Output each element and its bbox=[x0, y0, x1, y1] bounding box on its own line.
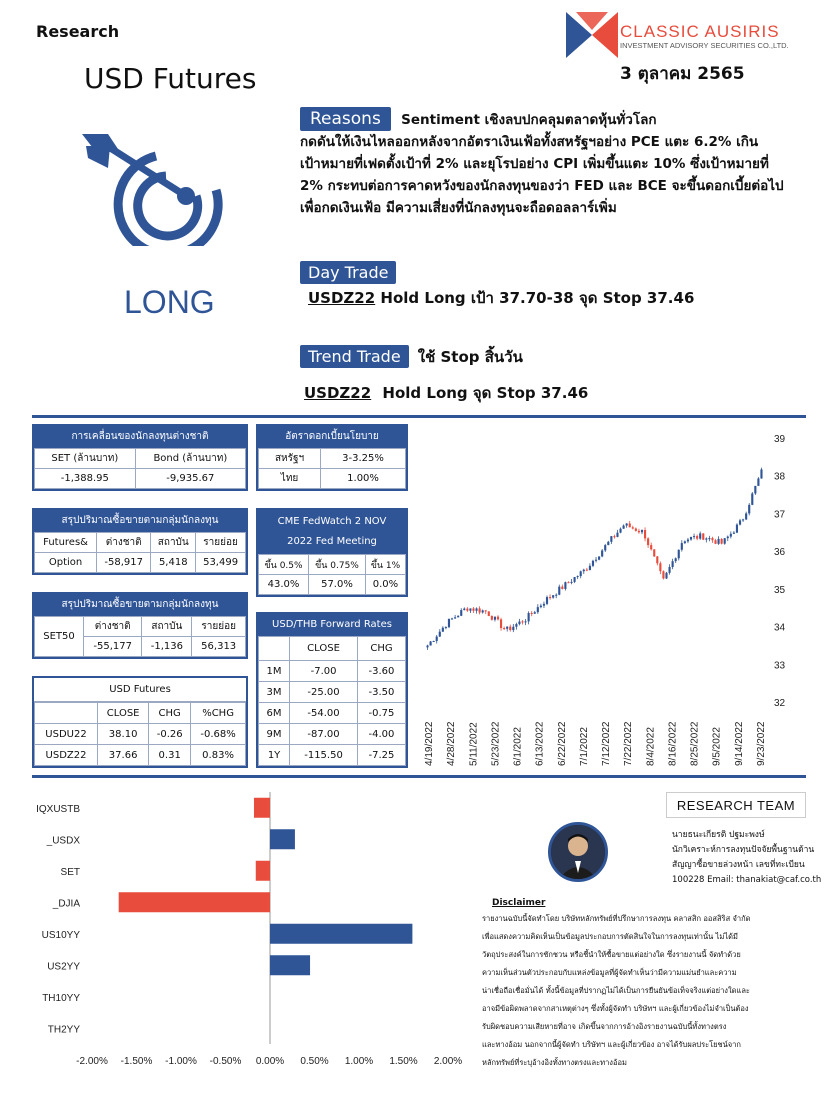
x-tick-label: 5/11/2022 bbox=[468, 722, 480, 766]
candle bbox=[626, 523, 628, 525]
candle bbox=[546, 597, 548, 604]
bar bbox=[119, 892, 270, 912]
y-tick-label: 32 bbox=[774, 698, 786, 709]
candle bbox=[426, 645, 428, 647]
x-tick-label: -0.50% bbox=[209, 1056, 242, 1067]
category-label: US2YY bbox=[47, 961, 80, 973]
price-chart bbox=[418, 424, 808, 768]
candle bbox=[629, 523, 631, 527]
forward-chg: -3.60 bbox=[357, 661, 405, 682]
usd-futures-header: CLOSE bbox=[98, 703, 149, 724]
set50-flow-header: รายย่อย bbox=[192, 617, 246, 637]
candle bbox=[699, 533, 701, 538]
usd-futures-symbol: USDZ22 bbox=[35, 745, 98, 766]
interest-rate-value: 1.00% bbox=[321, 469, 406, 489]
candle bbox=[601, 550, 603, 556]
usd-futures-header: CHG bbox=[149, 703, 191, 724]
candle bbox=[442, 628, 444, 632]
x-tick-label: 5/23/2022 bbox=[490, 721, 502, 766]
candle bbox=[509, 627, 511, 630]
y-tick-label: 33 bbox=[774, 660, 786, 672]
set50-flow-header: สถาบัน bbox=[142, 617, 192, 637]
futures-flow-value: -58,917 bbox=[97, 553, 151, 573]
category-label: _USDX bbox=[46, 835, 80, 847]
research-team-title: RESEARCH TEAM bbox=[676, 798, 796, 813]
set50-flow-value: -55,177 bbox=[83, 637, 141, 657]
forward-tenor: 3M bbox=[259, 682, 290, 703]
candle bbox=[724, 538, 726, 544]
x-tick-label: 1.50% bbox=[389, 1056, 418, 1067]
interest-rate-title: อัตราดอกเบี้ยนโยบาย bbox=[258, 426, 406, 448]
candle bbox=[515, 624, 517, 627]
set50-flow-value: 56,313 bbox=[192, 637, 246, 657]
candle bbox=[598, 556, 600, 559]
x-tick-label: 9/14/2022 bbox=[733, 721, 745, 766]
candle bbox=[451, 618, 453, 619]
bar bbox=[254, 798, 270, 818]
candle bbox=[463, 609, 465, 611]
candle bbox=[454, 617, 456, 618]
interest-rate-country: สหรัฐฯ bbox=[259, 449, 321, 469]
candle bbox=[577, 576, 579, 577]
candle bbox=[494, 617, 496, 620]
candle bbox=[672, 561, 674, 567]
candle bbox=[659, 563, 661, 571]
forward-header: CLOSE bbox=[290, 637, 358, 661]
candle bbox=[705, 538, 707, 539]
interest-rate-country: ไทย bbox=[259, 469, 321, 489]
x-tick-label: 4/19/2022 bbox=[424, 721, 435, 766]
futures-flow-header: รายย่อย bbox=[196, 533, 246, 553]
futures-flow-label: Futures& bbox=[35, 533, 97, 553]
divider bbox=[32, 775, 806, 778]
x-tick-label: -2.00% bbox=[76, 1056, 108, 1067]
candle bbox=[668, 567, 670, 573]
candle bbox=[558, 587, 560, 595]
candle bbox=[503, 628, 505, 629]
forward-tenor: 1Y bbox=[259, 745, 290, 766]
foreign-flow-value: -1,388.95 bbox=[35, 469, 136, 489]
candle bbox=[555, 595, 557, 596]
x-tick-label: 6/22/2022 bbox=[556, 721, 568, 766]
day-trade-text: Hold Long เป้า 37.70-38 จุด Stop 37.46 bbox=[380, 289, 695, 307]
y-tick-label: 37 bbox=[774, 509, 786, 521]
candle bbox=[479, 608, 481, 612]
candle bbox=[528, 613, 530, 621]
disclaimer-line: น่าเชื่อถือเชื่อมั่นได้ ทั้งนี้ข้อมูลที่ปรากฏไม่ได้เป็นการยืนยันข้อเท็จจริงแต่อย่างใดและ bbox=[482, 986, 750, 995]
bar bbox=[270, 955, 310, 975]
usd-futures-header: %CHG bbox=[191, 703, 246, 724]
page-title: USD Futures bbox=[84, 62, 257, 95]
candle bbox=[684, 541, 686, 543]
candle bbox=[506, 627, 508, 629]
candle bbox=[537, 607, 539, 612]
fedwatch-header: ขึ้น 0.75% bbox=[309, 555, 366, 575]
x-tick-label: 7/1/2022 bbox=[578, 727, 590, 766]
usd-futures-symbol: USDU22 bbox=[35, 724, 98, 745]
candle bbox=[653, 549, 655, 556]
forward-header: CHG bbox=[357, 637, 405, 661]
x-tick-label: 6/1/2022 bbox=[512, 727, 524, 766]
fedwatch-value: 43.0% bbox=[259, 575, 309, 595]
disclaimer-line: รับผิดชอบความเสียหายที่อาจ เกิดขึ้นจากการอ้างอิงรายงานฉบับนี้ทั้งทางตรง bbox=[482, 1022, 727, 1031]
candle bbox=[613, 536, 615, 537]
analyst-name: นายธนะเกียรติ ปฐมะพงษ์ bbox=[672, 830, 765, 840]
candle bbox=[656, 556, 658, 563]
candle bbox=[475, 608, 477, 610]
forward-header bbox=[259, 637, 290, 661]
analyst-role: นักวิเคราะห์การลงทุนปัจจัยพื้นฐานด้าน bbox=[672, 845, 815, 855]
candle bbox=[472, 608, 474, 610]
x-tick-label: 4/28/2022 bbox=[446, 721, 458, 766]
foreign-flow-value: -9,935.67 bbox=[135, 469, 245, 489]
candle bbox=[439, 632, 441, 637]
set50-flow-header: ต่างชาติ bbox=[83, 617, 141, 637]
reasons-tag: Reasons bbox=[300, 107, 391, 131]
research-team-box bbox=[666, 792, 806, 818]
candle bbox=[727, 537, 729, 539]
candle bbox=[718, 539, 720, 544]
candle bbox=[751, 493, 753, 504]
section-label: Research bbox=[36, 22, 120, 41]
disclaimer-title: Disclaimer bbox=[492, 898, 546, 908]
candle bbox=[448, 619, 450, 627]
foreign-flow-table bbox=[32, 424, 248, 491]
bar bbox=[256, 861, 270, 881]
y-tick-label: 38 bbox=[774, 471, 786, 483]
reasons-section bbox=[300, 107, 820, 219]
candle bbox=[561, 587, 563, 589]
futures-flow-title: สรุปปริมาณซื้อขายตามกลุ่มนักลงทุน bbox=[34, 510, 246, 532]
candle bbox=[742, 519, 744, 520]
candle bbox=[592, 561, 594, 566]
candle bbox=[675, 558, 677, 561]
candle bbox=[552, 595, 554, 597]
candle bbox=[721, 539, 723, 544]
candle bbox=[436, 637, 438, 641]
candle bbox=[491, 616, 493, 620]
forward-chg: -0.75 bbox=[357, 703, 405, 724]
set50-flow-title: สรุปปริมาณซื้อขายตามกลุ่มนักลงทุน bbox=[34, 594, 246, 616]
forward-close: -115.50 bbox=[290, 745, 358, 766]
candle bbox=[687, 540, 689, 542]
divider bbox=[32, 415, 806, 418]
trend-trade-line bbox=[304, 381, 588, 405]
reasons-line5: เพื่อกดเงินเฟ้อ มีความเสี่ยงที่นักลงทุนจะถือดอลลาร์เพิ่ม bbox=[300, 200, 617, 216]
candle bbox=[445, 627, 447, 628]
set50-flow-label: SET50 bbox=[35, 617, 84, 657]
foreign-flow-header: SET (ล้านบาท) bbox=[35, 449, 136, 469]
change-bar-chart bbox=[0, 790, 480, 1070]
forward-close: -54.00 bbox=[290, 703, 358, 724]
usd-futures-chg: -0.26 bbox=[149, 724, 191, 745]
day-trade-line bbox=[308, 286, 694, 310]
usd-futures-close: 38.10 bbox=[98, 724, 149, 745]
x-tick-label: 8/4/2022 bbox=[645, 727, 657, 766]
candle bbox=[595, 560, 597, 561]
candle bbox=[518, 621, 520, 624]
interest-rate-value: 3-3.25% bbox=[321, 449, 406, 469]
category-label: TH10YY bbox=[42, 992, 80, 1004]
foreign-flow-title: การเคลื่อนของนักลงทุนต่างชาติ bbox=[34, 426, 246, 448]
foreign-flow-header: Bond (ล้านบาท) bbox=[135, 449, 245, 469]
candle bbox=[512, 627, 514, 630]
candle bbox=[730, 534, 732, 537]
x-tick-label: 7/12/2022 bbox=[601, 721, 613, 766]
bar bbox=[270, 829, 295, 849]
candle bbox=[662, 571, 664, 578]
x-tick-label: 2.00% bbox=[433, 1056, 463, 1067]
disclaimer-line: อาจมีข้อผิดพลาดจากสาเหตุต่างๆ ซึ่งทั้งผู้จัดทำ บริษัทฯ และผู้เกี่ยวข้องไม่จำเป็นต้อง bbox=[482, 1004, 749, 1013]
candle bbox=[690, 537, 692, 540]
y-tick-label: 39 bbox=[774, 434, 786, 445]
reasons-line4: 2% กระทบต่อการคาดหวังของนักลงทุนของว่า FED และ BCE จะขึ้นดอกเบี้ยต่อไป bbox=[300, 178, 784, 194]
usd-futures-title: USD Futures bbox=[34, 678, 246, 702]
fedwatch-header: ขึ้น 0.5% bbox=[259, 555, 309, 575]
x-tick-label: 7/22/2022 bbox=[623, 721, 635, 766]
x-tick-label: -1.00% bbox=[165, 1056, 197, 1067]
futures-flow-value: 53,499 bbox=[196, 553, 246, 573]
candle bbox=[589, 566, 591, 570]
forward-close: -87.00 bbox=[290, 724, 358, 745]
candle bbox=[619, 529, 621, 533]
category-label: IQXUSTB bbox=[36, 803, 80, 815]
category-label: US10YY bbox=[41, 929, 80, 941]
category-label: TH2YY bbox=[47, 1024, 80, 1036]
forward-chg: -4.00 bbox=[357, 724, 405, 745]
report-date: 3 ตุลาคม 2565 bbox=[620, 64, 745, 84]
reasons-line2: กดดันให้เงินไหลออกหลังจากอัตราเงินเฟ้อทั้งสหรัฐฯอย่าง PCE แตะ 6.2% เกิน bbox=[300, 134, 759, 150]
trend-trade-symbol: USDZ22 bbox=[304, 384, 372, 402]
target-arrow-icon bbox=[78, 126, 248, 246]
trend-trade-tag: Trend Trade bbox=[300, 345, 409, 368]
avatar bbox=[548, 822, 608, 882]
forward-rates-table bbox=[256, 612, 408, 768]
usd-futures-pchg: 0.83% bbox=[191, 745, 246, 766]
candle bbox=[754, 486, 756, 494]
reasons-line3: เป้าหมายที่เฟดตั้งเป้าที่ 2% และยุโรปอย่าง CPI เพิ่มขึ้นแตะ 10% ซึ่งเป้าหมายที่ bbox=[300, 156, 769, 172]
x-tick-label: 1.00% bbox=[344, 1056, 374, 1067]
fedwatch-table bbox=[256, 508, 408, 597]
candle bbox=[433, 641, 435, 642]
company-name: CLASSIC AUSIRIS bbox=[620, 22, 780, 41]
y-tick-label: 36 bbox=[774, 547, 786, 559]
candle bbox=[497, 617, 499, 620]
futures-flow-table bbox=[32, 508, 248, 575]
disclaimer-line: วัตถุประสงค์ในการชักชวน หรือชี้นำให้ซื้อขายแต่อย่างใด ซึ่งรายงานนี้ จัดทำด้วย bbox=[482, 950, 741, 959]
analyst-contact: 100228 Email: thanakiat@caf.co.th bbox=[672, 875, 822, 885]
fedwatch-value: 0.0% bbox=[365, 575, 405, 595]
candle bbox=[540, 606, 542, 607]
candle bbox=[760, 469, 762, 478]
forward-chg: -7.25 bbox=[357, 745, 405, 766]
candle bbox=[678, 550, 680, 559]
fedwatch-header: ขึ้น 1% bbox=[365, 555, 405, 575]
candle bbox=[745, 513, 747, 519]
candle bbox=[460, 610, 462, 616]
candle bbox=[647, 538, 649, 545]
forward-tenor: 1M bbox=[259, 661, 290, 682]
candle bbox=[485, 610, 487, 611]
candle bbox=[644, 530, 646, 538]
disclaimer-body bbox=[482, 910, 812, 1072]
candle bbox=[570, 582, 572, 583]
candle bbox=[466, 609, 468, 611]
futures-flow-value: 5,418 bbox=[151, 553, 196, 573]
trend-trade-text: Hold Long จุด Stop 37.46 bbox=[382, 384, 589, 402]
candle bbox=[733, 533, 735, 534]
x-tick-label: 8/16/2022 bbox=[667, 721, 679, 766]
reasons-line1: Sentiment เชิงลบปกคลุมตลาดหุ้นทั่วโลก bbox=[401, 112, 657, 128]
fedwatch-title: CME FedWatch 2 NOV bbox=[277, 516, 387, 527]
analyst-info bbox=[672, 828, 821, 888]
candle bbox=[635, 529, 637, 531]
day-trade-section bbox=[300, 261, 396, 284]
candle bbox=[696, 536, 698, 539]
fedwatch-subtitle: 2022 Fed Meeting bbox=[287, 536, 377, 547]
trend-trade-note: ใช้ Stop สิ้นวัน bbox=[417, 348, 523, 366]
analyst-license: สัญญาซื้อขายล่วงหน้า เลขที่ทะเบียน bbox=[672, 860, 805, 870]
forward-close: -25.00 bbox=[290, 682, 358, 703]
usd-futures-chg: 0.31 bbox=[149, 745, 191, 766]
candle bbox=[534, 612, 536, 613]
candle bbox=[638, 531, 640, 532]
candle bbox=[586, 570, 588, 571]
day-trade-tag: Day Trade bbox=[300, 261, 396, 284]
candle bbox=[583, 570, 585, 572]
candle bbox=[488, 611, 490, 615]
candle bbox=[739, 520, 741, 524]
bar bbox=[270, 924, 412, 944]
disclaimer-line: เพื่อแสดงความคิดเห็นเป็นข้อมูลประกอบการตัดสินใจในการลงทุนเท่านั้น ไม่ได้มี bbox=[482, 932, 738, 941]
company-subtitle: INVESTMENT ADVISORY SECURITIES CO.,LTD. bbox=[620, 41, 789, 50]
candle bbox=[702, 533, 704, 539]
x-tick-label: 8/25/2022 bbox=[689, 721, 701, 766]
futures-flow-label: Option bbox=[35, 553, 97, 573]
candle bbox=[531, 613, 533, 614]
disclaimer-line: หลักทรัพย์ที่ระบุอ้างอิงทั้งทางตรงและทางอ้อม bbox=[482, 1058, 627, 1067]
disclaimer-line: ความเห็นส่วนตัวประกอบกับแหล่งข้อมูลที่ผู้จัดทำเห็นว่ามีความแม่นยำและความ bbox=[482, 968, 737, 977]
category-label: SET bbox=[60, 866, 80, 878]
candle bbox=[693, 536, 695, 537]
candle bbox=[607, 542, 609, 545]
signal-label: LONG bbox=[124, 284, 215, 320]
candle bbox=[457, 616, 459, 617]
candle bbox=[604, 545, 606, 550]
candle bbox=[521, 621, 523, 622]
forward-tenor: 9M bbox=[259, 724, 290, 745]
candle bbox=[650, 545, 652, 549]
forward-chg: -3.50 bbox=[357, 682, 405, 703]
futures-flow-header: สถาบัน bbox=[151, 533, 196, 553]
candle bbox=[714, 540, 716, 544]
candle bbox=[524, 621, 526, 622]
y-tick-label: 35 bbox=[774, 584, 786, 596]
set50-flow-value: -1,136 bbox=[142, 637, 192, 657]
candle bbox=[574, 577, 576, 582]
usd-futures-header bbox=[35, 703, 98, 724]
candle bbox=[482, 610, 484, 612]
candle bbox=[641, 530, 643, 532]
candle bbox=[623, 526, 625, 529]
set50-flow-table bbox=[32, 592, 248, 659]
x-tick-label: -1.50% bbox=[120, 1056, 153, 1067]
candle bbox=[616, 533, 618, 537]
disclaimer-line: และทางอ้อม นอกจากนี้ผู้จัดทำ บริษัทฯ และผู้เกี่ยวข้อง อาจได้รับผลประโยชน์จาก bbox=[482, 1040, 741, 1049]
futures-flow-header: ต่างชาติ bbox=[97, 533, 151, 553]
candle bbox=[748, 505, 750, 514]
candle bbox=[632, 527, 634, 528]
candle bbox=[665, 573, 667, 579]
candle bbox=[543, 604, 545, 606]
candle bbox=[681, 543, 683, 550]
forward-tenor: 6M bbox=[259, 703, 290, 724]
fedwatch-value: 57.0% bbox=[309, 575, 366, 595]
usd-futures-pchg: -0.68% bbox=[191, 724, 246, 745]
candle bbox=[564, 582, 566, 589]
trend-trade-section bbox=[300, 345, 523, 369]
candle bbox=[708, 538, 710, 539]
candle bbox=[549, 597, 551, 598]
candle bbox=[430, 641, 432, 645]
y-tick-label: 34 bbox=[774, 622, 786, 634]
candle bbox=[736, 525, 738, 533]
x-tick-label: 0.50% bbox=[300, 1056, 329, 1067]
disclaimer-line: รายงานฉบับนี้จัดทำโดย บริษัทหลักทรัพย์ที่ปรึกษาการลงทุน คลาสสิก ออสสิริส จำกัด bbox=[482, 914, 751, 923]
category-label: _DJIA bbox=[52, 898, 80, 910]
forward-close: -7.00 bbox=[290, 661, 358, 682]
candle bbox=[567, 582, 569, 583]
company-logo bbox=[566, 12, 618, 58]
candle bbox=[580, 571, 582, 576]
usd-futures-table bbox=[32, 676, 248, 768]
x-tick-label: 0.00% bbox=[255, 1056, 285, 1067]
x-tick-label: 9/5/2022 bbox=[711, 727, 723, 766]
candle bbox=[757, 479, 759, 486]
day-trade-symbol: USDZ22 bbox=[308, 289, 376, 307]
interest-rate-table bbox=[256, 424, 408, 491]
candle bbox=[500, 619, 502, 628]
candle bbox=[469, 608, 471, 610]
x-tick-label: 9/23/2022 bbox=[755, 721, 767, 766]
candle bbox=[610, 536, 612, 542]
usd-futures-close: 37.66 bbox=[98, 745, 149, 766]
x-tick-label: 6/13/2022 bbox=[534, 721, 546, 766]
candle bbox=[711, 538, 713, 540]
forward-rates-title: USD/THB Forward Rates bbox=[258, 614, 406, 636]
